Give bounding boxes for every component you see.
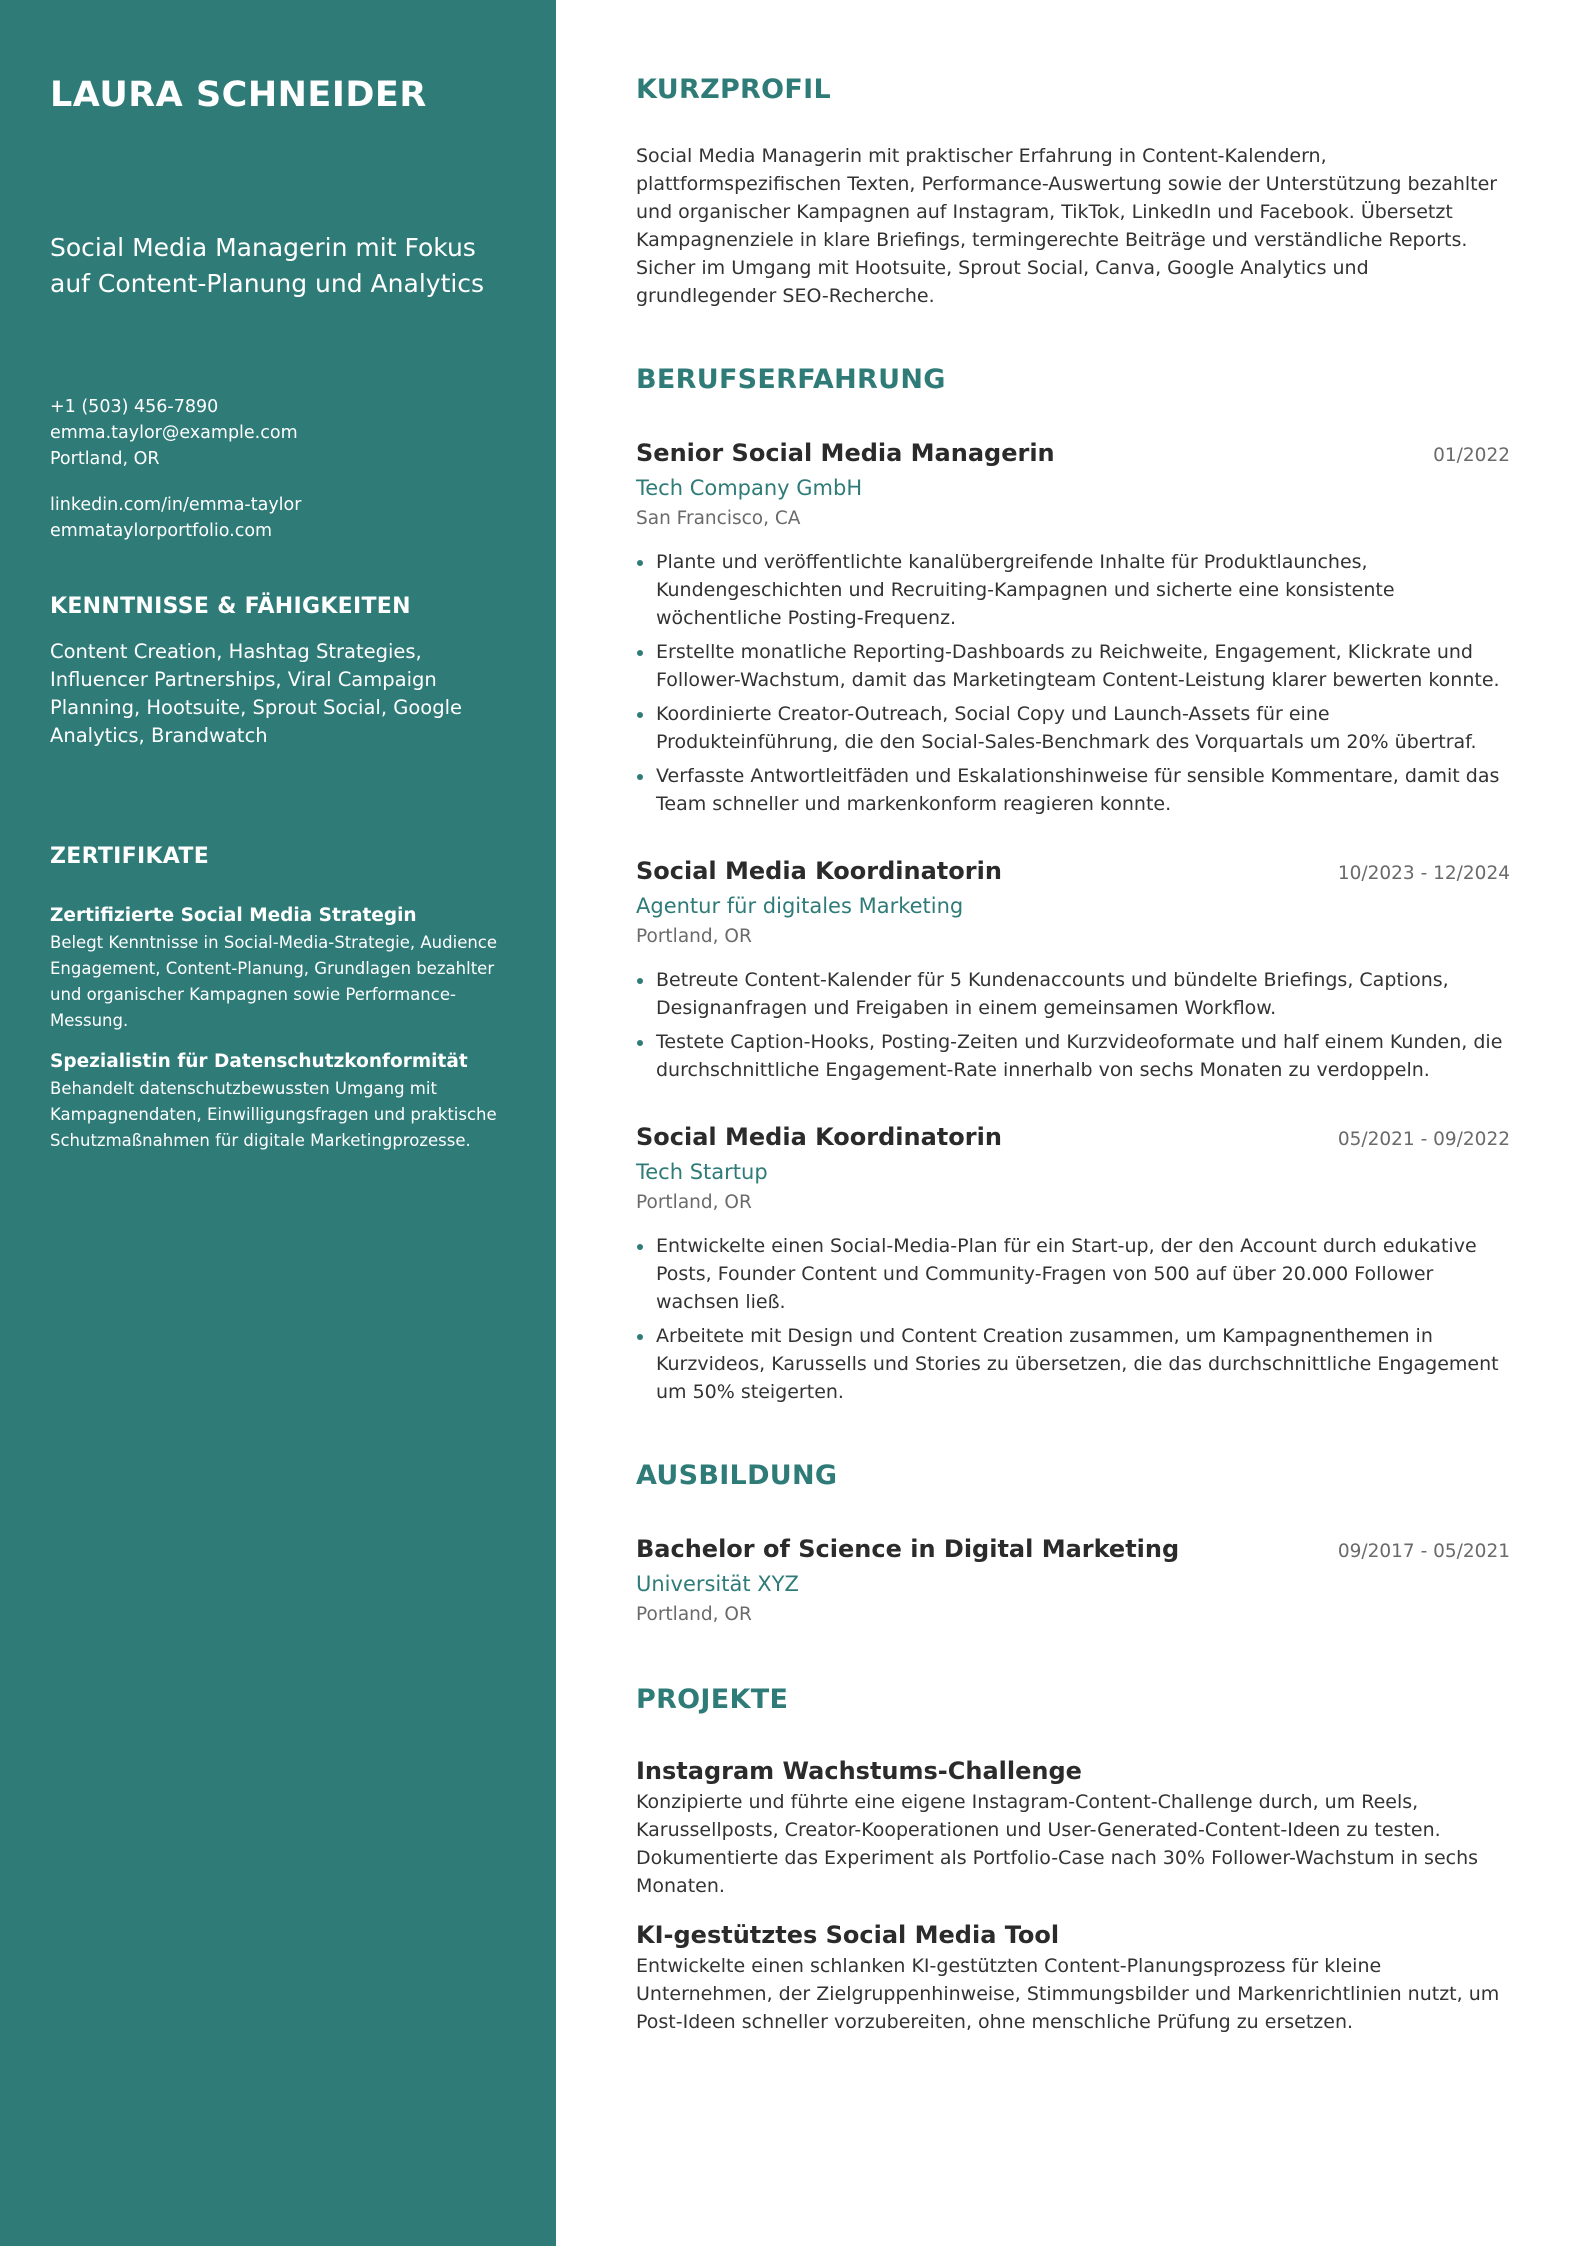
job-bullets [636, 548, 1510, 818]
certificate-description: Behandelt datenschutzbewussten Umgang mit Kampagnendaten, Einwilligungsfragen und praktische Schutzmaßnahmen für digitale Marketingprozesse. [50, 1079, 497, 1150]
degree-title: Bachelor of Science in Digital Marketing [636, 1535, 1180, 1563]
profile-heading: KURZPROFIL [636, 74, 831, 105]
bullet-item: Koordinierte Creator-Outreach, Social Copy und Launch-Assets für eine Produkteinführung, die den Social-Sales-Benchmark des Vorquartals um 20% übertraf. [636, 700, 1510, 756]
certificate-item [50, 1048, 506, 1154]
job-title: Senior Social Media Managerin [636, 439, 1055, 467]
profile-summary: Social Media Managerin mit praktischer Erfahrung in Content-Kalendern, plattformspezifischen Texten, Performance-Auswertung sowie der Unterstützung bezahlter und organischer Kampagnen auf Instagram, TikTok, LinkedIn und Facebook. Übersetzt Kampagnenziele in klare Briefings, termingerechte Beiträge und verständliche Reports. Sicher im Umgang mit Hootsuite, Sprout Social, Canva, Google Analytics und grundlegender SEO-Recherche. [636, 145, 1498, 307]
project-title: KI-gestütztes Social Media Tool [636, 1921, 1060, 1949]
job-location: San Francisco, CA [636, 508, 801, 529]
bullet-item: Testete Caption-Hooks, Posting-Zeiten und Kurzvideoformate und half einem Kunden, die durchschnittliche Engagement-Rate innerhalb von sechs Monaten zu verdoppeln. [636, 1028, 1510, 1084]
education-list [636, 1532, 1510, 1630]
experience-heading: BERUFSERFAHRUNG [636, 364, 946, 395]
main-content [636, 72, 1510, 2036]
sidebar [0, 0, 556, 2246]
skills-heading: KENNTNISSE & FÄHIGKEITEN [50, 594, 411, 619]
experience-list [636, 436, 1510, 1406]
certificates-list [50, 902, 506, 1154]
job-title: Social Media Koordinatorin [636, 1123, 1002, 1151]
linkedin-link[interactable]: linkedin.com/in/emma-taylor [50, 495, 302, 515]
project-description: Konzipierte und führte eine eigene Instagram-Content-Challenge durch, um Reels, Karussellposts, Creator-Kooperationen und User-Generated-Content-Ideen zu testen. Dokumentierte das Experiment als Portfolio-Case nach 30% Follower-Wachstum in sechs Monaten. [636, 1791, 1479, 1897]
experience-entry [636, 436, 1510, 818]
education-entry [636, 1532, 1510, 1630]
job-bullets [636, 966, 1510, 1084]
job-date: 05/2021 - 09/2022 [1337, 1129, 1510, 1150]
certificate-description: Belegt Kenntnisse in Social-Media-Strategie, Audience Engagement, Content-Planung, Grundlagen bezahlter und organischer Kampagnen sowie Performance-Messung. [50, 933, 498, 1030]
job-location: Portland, OR [636, 1192, 752, 1213]
job-date: 01/2022 [1433, 445, 1510, 466]
bullet-item: Entwickelte einen Social-Media-Plan für ein Start-up, der den Account durch edukative Posts, Founder Content und Community-Fragen von 500 auf über 20.000 Follower wachsen ließ. [636, 1232, 1510, 1316]
bullet-item: Plante und veröffentlichte kanalübergreifende Inhalte für Produktlaunches, Kundengeschichten und Recruiting-Kampagnen und sicherte eine konsistente wöchentliche Posting-Frequenz. [636, 548, 1510, 632]
job-bullets [636, 1232, 1510, 1406]
skills-list: Content Creation, Hashtag Strategies, Influencer Partnerships, Viral Campaign Planning, Hootsuite, Sprout Social, Google Analytics, Brandwatch [50, 640, 462, 747]
school-location: Portland, OR [636, 1604, 752, 1625]
bullet-item: Betreute Content-Kalender für 5 Kundenaccounts und bündelte Briefings, Captions, Designanfragen und Freigaben in einem gemeinsamen Workflow. [636, 966, 1510, 1022]
certificate-title: Zertifizierte Social Media Strategin [50, 905, 417, 926]
certificate-item [50, 902, 506, 1034]
education-date: 09/2017 - 05/2021 [1337, 1541, 1510, 1562]
candidate-name: LAURA SCHNEIDER [50, 75, 427, 115]
tagline: Social Media Managerin mit Fokus auf Content-Planung und Analytics [50, 233, 485, 298]
projects-list [636, 1754, 1510, 2036]
employer: Tech Startup [636, 1160, 768, 1184]
contact-block [50, 394, 506, 472]
portfolio-link[interactable]: emmataylorportfolio.com [50, 521, 273, 541]
certificates-heading: ZERTIFIKATE [50, 844, 210, 869]
phone: +1 (503) 456-7890 [50, 397, 219, 417]
project-item [636, 1918, 1510, 2036]
bullet-item: Erstellte monatliche Reporting-Dashboards zu Reichweite, Engagement, Klickrate und Follower-Wachstum, damit das Marketingteam Content-Leistung klarer bewerten konnte. [636, 638, 1510, 694]
certificate-title: Spezialistin für Datenschutzkonformität [50, 1051, 468, 1072]
project-item [636, 1754, 1510, 1900]
project-description: Entwickelte einen schlanken KI-gestützten Content-Planungsprozess für kleine Unternehmen, der Zielgruppenhinweise, Stimmungsbilder und Markenrichtlinien nutzt, um Post-Ideen schneller vorzubereiten, ohne menschliche Prüfung zu ersetzen. [636, 1955, 1500, 2033]
job-location: Portland, OR [636, 926, 752, 947]
location: Portland, OR [50, 449, 160, 469]
email: emma.taylor@example.com [50, 423, 298, 443]
bullet-item: Verfasste Antwortleitfäden und Eskalationshinweise für sensible Kommentare, damit das Team schneller und markenkonform reagieren konnte. [636, 762, 1510, 818]
projects-heading: PROJEKTE [636, 1684, 789, 1715]
experience-entry [636, 854, 1510, 1084]
bullet-item: Arbeitete mit Design und Content Creation zusammen, um Kampagnenthemen in Kurzvideos, Karussells und Stories zu übersetzen, die das durchschnittliche Engagement um 50% steigerten. [636, 1322, 1510, 1406]
employer: Agentur für digitales Marketing [636, 894, 964, 918]
education-heading: AUSBILDUNG [636, 1460, 838, 1491]
project-title: Instagram Wachstums-Challenge [636, 1757, 1082, 1785]
job-title: Social Media Koordinatorin [636, 857, 1002, 885]
links-block [50, 492, 506, 544]
employer: Tech Company GmbH [636, 476, 863, 500]
job-date: 10/2023 - 12/2024 [1337, 863, 1510, 884]
school: Universität XYZ [636, 1572, 799, 1596]
experience-entry [636, 1120, 1510, 1406]
